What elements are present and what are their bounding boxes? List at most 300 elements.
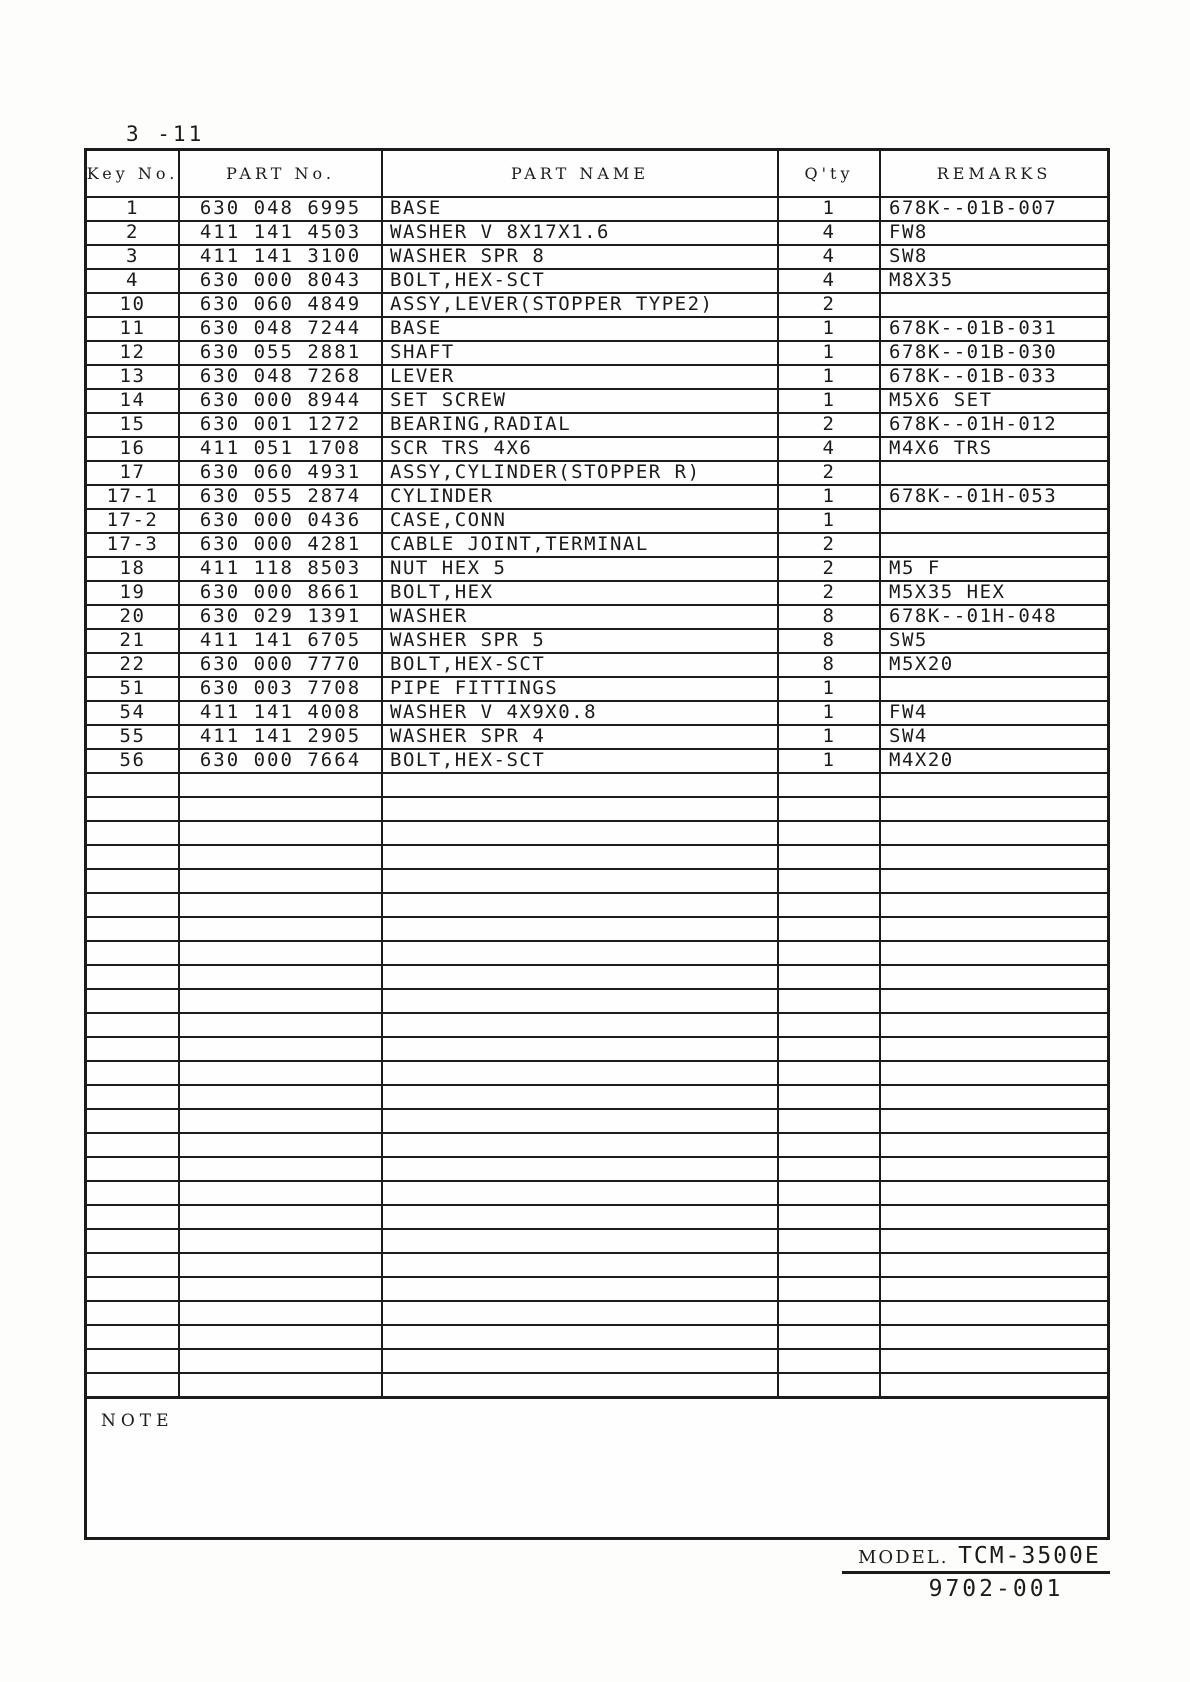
cell-key-no [87,1254,178,1276]
cell-part-name [381,1206,777,1228]
cell-remarks [879,774,1107,796]
header-key-no: Key No. [87,164,178,183]
cell-part-name: ASSY,CYLINDER(STOPPER R) [381,462,777,484]
empty-row [87,820,1107,844]
cell-qty [777,1374,879,1396]
cell-key-no: 17-2 [106,510,159,531]
cell-qty [777,1038,879,1060]
header-part-name: PART NAME [381,151,777,196]
cell-key-no: 14 [119,390,146,411]
cell-part-name [381,846,777,868]
empty-row [87,1276,1107,1300]
cell-qty [777,774,879,796]
cell-remarks: SW8 [879,246,1107,268]
parts-table [84,148,1110,1540]
table-row [87,436,1107,460]
cell-key-no [87,1350,178,1372]
cell-qty: 8 [777,630,879,652]
cell-remarks [879,462,1107,484]
cell-part-name: WASHER V 4X9X0.8 [381,702,777,724]
cell-remarks [879,894,1107,916]
cell-qty [777,1350,879,1372]
cell-remarks [879,1014,1107,1036]
table-row [87,532,1107,556]
cell-remarks [879,294,1107,316]
cell-remarks: SW4 [879,726,1107,748]
table-row [87,340,1107,364]
empty-row [87,988,1107,1012]
cell-remarks [879,1302,1107,1324]
cell-qty: 4 [777,270,879,292]
cell-key-no: 22 [119,654,146,675]
empty-row [87,964,1107,988]
cell-qty [777,942,879,964]
cell-part-no [178,1158,381,1180]
cell-remarks [879,918,1107,940]
cell-part-no [178,918,381,940]
empty-row [87,940,1107,964]
cell-part-name [381,1038,777,1060]
cell-remarks: M8X35 [879,270,1107,292]
cell-key-no [87,942,178,964]
cell-part-no: 630 000 8661 [178,582,381,604]
cell-key-no [87,1278,178,1300]
cell-part-name [381,1350,777,1372]
cell-part-name: SCR TRS 4X6 [381,438,777,460]
cell-part-no [178,798,381,820]
cell-key-no: 17 [119,462,146,483]
cell-remarks [879,822,1107,844]
cell-part-no [178,942,381,964]
cell-remarks: 678K--01B-031 [879,318,1107,340]
cell-qty [777,798,879,820]
cell-part-no [178,1350,381,1372]
table-row [87,196,1107,220]
cell-remarks: M5X6 SET [879,390,1107,412]
cell-key-no: 13 [119,366,146,387]
cell-remarks: M5 F [879,558,1107,580]
footer-block [842,1543,1110,1602]
cell-part-no [178,1014,381,1036]
cell-remarks [879,1350,1107,1372]
cell-remarks: FW4 [879,702,1107,724]
empty-row [87,772,1107,796]
cell-part-no [178,870,381,892]
cell-remarks: M4X20 [879,750,1107,772]
table-row [87,748,1107,772]
cell-remarks [879,678,1107,700]
cell-qty [777,1182,879,1204]
cell-qty [777,1278,879,1300]
cell-part-name [381,990,777,1012]
cell-remarks: M5X20 [879,654,1107,676]
cell-key-no [87,918,178,940]
cell-qty [777,966,879,988]
header-part-no: PART No. [178,151,381,196]
cell-remarks [879,846,1107,868]
cell-part-name [381,1302,777,1324]
cell-qty [777,1110,879,1132]
cell-part-no: 630 000 0436 [178,510,381,532]
cell-part-name [381,1254,777,1276]
note-label: NOTE [101,1411,174,1431]
cell-qty [777,846,879,868]
cell-part-no: 630 060 4931 [178,462,381,484]
empty-row [87,1132,1107,1156]
cell-qty: 8 [777,606,879,628]
cell-remarks: 678K--01B-030 [879,342,1107,364]
model-label: MODEL. [858,1547,949,1568]
cell-part-no [178,1038,381,1060]
cell-key-no [87,774,178,796]
table-row [87,652,1107,676]
cell-key-no: 17-1 [106,486,159,507]
cell-remarks: 678K--01H-053 [879,486,1107,508]
cell-part-name: CASE,CONN [381,510,777,532]
cell-part-name: BASE [381,318,777,340]
empty-row [87,1324,1107,1348]
cell-key-no: 56 [119,750,146,771]
cell-part-name [381,798,777,820]
table-row [87,604,1107,628]
cell-part-no: 630 000 8944 [178,390,381,412]
cell-qty [777,1158,879,1180]
cell-part-name [381,918,777,940]
cell-part-name: WASHER [381,606,777,628]
cell-key-no: 55 [119,726,146,747]
empty-row [87,844,1107,868]
cell-qty: 1 [777,678,879,700]
cell-part-no [178,894,381,916]
cell-part-name: BOLT,HEX-SCT [381,654,777,676]
cell-part-no: 630 000 7770 [178,654,381,676]
cell-key-no: 18 [119,558,146,579]
cell-key-no: 1 [126,198,139,219]
table-row [87,364,1107,388]
cell-part-no: 411 051 1708 [178,438,381,460]
cell-part-no: 411 141 2905 [178,726,381,748]
cell-remarks: FW8 [879,222,1107,244]
cell-part-no [178,1326,381,1348]
cell-qty: 1 [777,702,879,724]
cell-key-no [87,1374,178,1396]
cell-qty: 2 [777,558,879,580]
cell-key-no [87,1230,178,1252]
cell-part-name [381,1278,777,1300]
cell-key-no [87,1062,178,1084]
cell-remarks [879,966,1107,988]
cell-key-no: 19 [119,582,146,603]
cell-remarks [879,1254,1107,1276]
cell-remarks [879,1374,1107,1396]
cell-part-no [178,1086,381,1108]
cell-qty [777,870,879,892]
cell-part-no [178,1254,381,1276]
cell-key-no [87,894,178,916]
cell-remarks [879,1134,1107,1156]
cell-key-no: 12 [119,342,146,363]
empty-row [87,1348,1107,1372]
cell-qty [777,1326,879,1348]
cell-key-no: 15 [119,414,146,435]
table-row [87,724,1107,748]
cell-part-no [178,1062,381,1084]
cell-part-name: BOLT,HEX [381,582,777,604]
table-header-row [87,151,1107,196]
empty-row [87,1228,1107,1252]
cell-part-name [381,1086,777,1108]
cell-remarks [879,1062,1107,1084]
document-number: 9702-001 [928,1576,1064,1602]
table-row [87,700,1107,724]
cell-part-no: 630 001 1272 [178,414,381,436]
note-box [87,1396,1107,1537]
cell-key-no: 3 [126,246,139,267]
cell-qty: 2 [777,462,879,484]
cell-part-no [178,774,381,796]
empty-row [87,892,1107,916]
cell-part-name: WASHER SPR 5 [381,630,777,652]
table-row [87,460,1107,484]
cell-qty [777,1230,879,1252]
cell-part-no [178,822,381,844]
cell-part-no [178,966,381,988]
cell-key-no: 21 [119,630,146,651]
cell-qty: 2 [777,582,879,604]
empty-row [87,1012,1107,1036]
cell-part-name: WASHER SPR 8 [381,246,777,268]
table-row [87,580,1107,604]
cell-key-no [87,846,178,868]
empty-row [87,1252,1107,1276]
empty-row [87,1372,1107,1396]
cell-qty: 1 [777,390,879,412]
cell-remarks [879,1038,1107,1060]
cell-remarks [879,942,1107,964]
cell-part-name [381,1326,777,1348]
cell-qty: 4 [777,222,879,244]
cell-qty [777,1134,879,1156]
table-row [87,316,1107,340]
cell-key-no: 51 [119,678,146,699]
header-qty: Q'ty [777,151,879,196]
cell-part-name: NUT HEX 5 [381,558,777,580]
cell-key-no [87,1110,178,1132]
cell-remarks [879,534,1107,556]
cell-key-no: 17-3 [106,534,159,555]
empty-row [87,1084,1107,1108]
cell-part-no: 630 003 7708 [178,678,381,700]
cell-qty: 2 [777,294,879,316]
model-value: TCM-3500E [958,1543,1101,1569]
cell-part-no: 630 048 6995 [178,198,381,220]
cell-part-no: 630 000 7664 [178,750,381,772]
cell-remarks [879,870,1107,892]
cell-qty: 4 [777,438,879,460]
cell-part-name [381,1014,777,1036]
cell-qty: 1 [777,726,879,748]
cell-qty: 1 [777,366,879,388]
cell-part-no: 630 048 7268 [178,366,381,388]
cell-key-no [87,1086,178,1108]
cell-remarks: M4X6 TRS [879,438,1107,460]
cell-qty [777,918,879,940]
table-row [87,244,1107,268]
cell-part-no [178,1374,381,1396]
cell-part-name: BOLT,HEX-SCT [381,750,777,772]
cell-remarks: 678K--01H-012 [879,414,1107,436]
cell-key-no: 11 [119,318,146,339]
cell-qty: 8 [777,654,879,676]
cell-part-name [381,1230,777,1252]
cell-remarks [879,1230,1107,1252]
cell-remarks [879,1326,1107,1348]
cell-key-no: 16 [119,438,146,459]
cell-qty [777,1302,879,1324]
cell-qty [777,990,879,1012]
cell-part-no [178,1134,381,1156]
empty-row [87,1204,1107,1228]
cell-key-no [87,822,178,844]
cell-part-no: 411 141 3100 [178,246,381,268]
cell-part-name: SHAFT [381,342,777,364]
cell-part-name [381,774,777,796]
cell-remarks: 678K--01B-007 [879,198,1107,220]
cell-remarks [879,1182,1107,1204]
table-row [87,484,1107,508]
page-number: 3 -11 [126,122,205,146]
cell-part-name [381,894,777,916]
cell-qty: 1 [777,342,879,364]
cell-part-name [381,822,777,844]
cell-qty: 1 [777,510,879,532]
table-row [87,388,1107,412]
cell-part-name: LEVER [381,366,777,388]
cell-qty: 2 [777,534,879,556]
cell-remarks [879,510,1107,532]
cell-part-no: 411 141 4503 [178,222,381,244]
cell-qty [777,1062,879,1084]
cell-part-no: 630 000 4281 [178,534,381,556]
cell-key-no: 54 [119,702,146,723]
cell-key-no [87,1182,178,1204]
table-row [87,628,1107,652]
cell-part-no [178,1182,381,1204]
cell-part-name: SET SCREW [381,390,777,412]
table-row [87,508,1107,532]
cell-remarks: 678K--01H-048 [879,606,1107,628]
cell-part-name [381,1182,777,1204]
cell-part-name: ASSY,LEVER(STOPPER TYPE2) [381,294,777,316]
cell-key-no: 2 [126,222,139,243]
empty-row [87,868,1107,892]
cell-qty [777,1014,879,1036]
cell-qty [777,1206,879,1228]
cell-part-name [381,1158,777,1180]
cell-key-no [87,1014,178,1036]
cell-part-name [381,942,777,964]
cell-part-name: BEARING,RADIAL [381,414,777,436]
cell-part-name: BASE [381,198,777,220]
empty-row [87,1060,1107,1084]
cell-qty [777,1086,879,1108]
cell-qty: 1 [777,750,879,772]
cell-part-no [178,1206,381,1228]
cell-part-name [381,1110,777,1132]
cell-part-name [381,870,777,892]
cell-part-no: 630 029 1391 [178,606,381,628]
empty-row [87,916,1107,940]
header-remarks: REMARKS [879,151,1107,196]
cell-qty: 1 [777,198,879,220]
cell-part-name [381,1134,777,1156]
cell-part-no: 630 055 2874 [178,486,381,508]
cell-part-no [178,1278,381,1300]
cell-part-no: 411 141 6705 [178,630,381,652]
cell-remarks [879,990,1107,1012]
cell-part-no [178,1110,381,1132]
cell-key-no [87,798,178,820]
cell-key-no [87,1134,178,1156]
cell-remarks: 678K--01B-033 [879,366,1107,388]
cell-part-name: CYLINDER [381,486,777,508]
cell-part-no [178,990,381,1012]
cell-part-name: WASHER V 8X17X1.6 [381,222,777,244]
empty-row [87,1036,1107,1060]
cell-qty: 2 [777,414,879,436]
cell-part-name: BOLT,HEX-SCT [381,270,777,292]
cell-qty: 4 [777,246,879,268]
cell-qty [777,822,879,844]
cell-key-no [87,1302,178,1324]
cell-remarks [879,1110,1107,1132]
cell-part-no: 630 060 4849 [178,294,381,316]
cell-remarks [879,1158,1107,1180]
cell-part-name [381,1374,777,1396]
table-row [87,412,1107,436]
cell-qty [777,894,879,916]
cell-part-no: 411 118 8503 [178,558,381,580]
cell-part-no [178,1230,381,1252]
cell-part-name: CABLE JOINT,TERMINAL [381,534,777,556]
table-row [87,268,1107,292]
cell-key-no [87,1206,178,1228]
cell-remarks: M5X35 HEX [879,582,1107,604]
empty-row [87,1156,1107,1180]
cell-key-no: 20 [119,606,146,627]
cell-key-no: 4 [126,270,139,291]
cell-part-no: 630 000 8043 [178,270,381,292]
cell-part-name: WASHER SPR 4 [381,726,777,748]
empty-row [87,1300,1107,1324]
cell-key-no: 10 [119,294,146,315]
cell-qty [777,1254,879,1276]
cell-remarks [879,798,1107,820]
cell-key-no [87,1158,178,1180]
empty-row [87,1108,1107,1132]
cell-part-name [381,1062,777,1084]
cell-part-no: 630 055 2881 [178,342,381,364]
cell-remarks [879,1086,1107,1108]
model-line [842,1543,1110,1574]
table-row [87,220,1107,244]
table-row [87,292,1107,316]
table-row [87,556,1107,580]
cell-part-no: 411 141 4008 [178,702,381,724]
cell-key-no [87,1038,178,1060]
cell-key-no [87,870,178,892]
table-row [87,676,1107,700]
